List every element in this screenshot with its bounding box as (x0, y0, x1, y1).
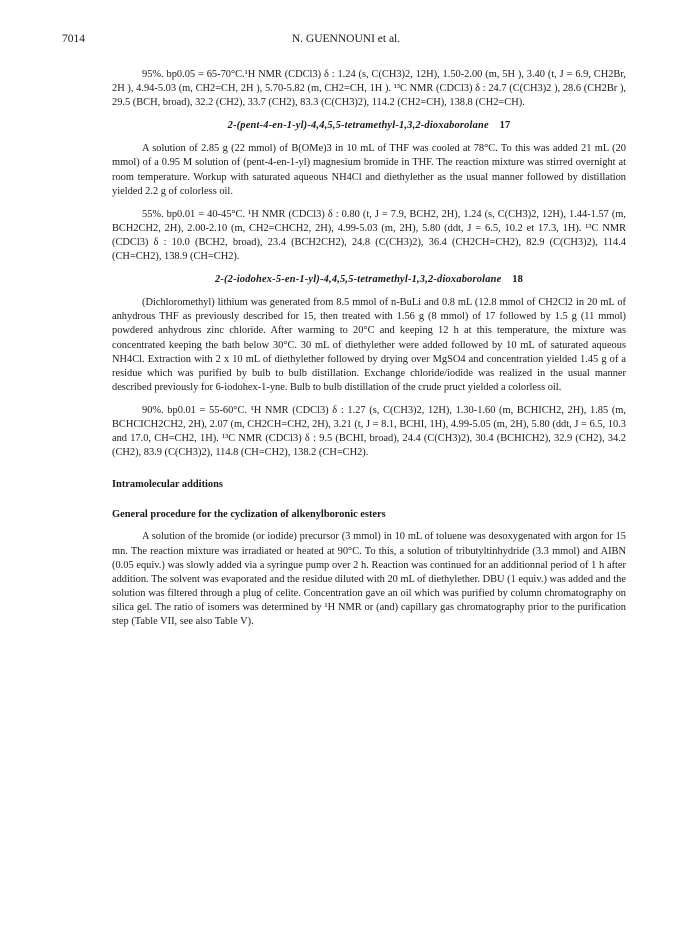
subsection-heading: General procedure for the cyclization of alkenylboronic esters (112, 509, 386, 521)
running-author: N. GUENNOUNI et al. (291, 33, 401, 45)
paragraph-nmr-16: 95%. bp0.05 = 65-70°C.¹H NMR (CDCl3) δ : 1.24 (s, C(CH3)2, 12H), 1.50-2.00 (m, 5H ), 3.40 (t, J = 6.9, CH2Br, 2H ), 4.94-5.03 (m, CH2=CH, 2H ), 5.70-5.82 (m, CH2=CH, 1H ). ¹³C NMR (CDCl3) δ : 24.7 (C(CH3)2 ), 28.6 (CH2Br ), 29.5 (BCH, broad), 32.2 (CH2), 33.7 (CH2), 83.3 (C(CH3)2), 114.2 (CH2=CH), 138.8 (CH2=CH). (112, 69, 626, 109)
paragraph-nmr-18: 90%. bp0.01 = 55-60°C. ¹H NMR (CDCl3) δ : 1.27 (s, C(CH3)2, 12H), 1.30-1.60 (m, BCHICH2, 2H), 1.85 (m, BCHCICH2CH2, 2H), 2.07 (m, CH2CH=CH2, 2H), 3.21 (t, J = 8.1, BCHI, 1H), 4.99-5.05 (m, 2H), 5.80 (ddt, J = 6.5, 10.3 and 17.0, CH=CH2, 1H). ¹³C NMR (CDCl3) δ : 9.5 (BCHI, broad), 24.4 (C(CH3)2), 30.4 (BCHICH2), 32.9 (CH2), 34.2 (CH2), 83.9 (C(CH3)2), 114.8 (CH=CH2), 138.2 (CH=CH2). (112, 404, 626, 459)
compound-17-number: 17 (499, 120, 511, 132)
compound-18-number: 18 (512, 274, 524, 286)
paragraph-synthesis-17: A solution of 2.85 g (22 mmol) of B(OMe)3 in 10 mL of THF was cooled at 78°C. To this was added 21 mL (20 mmol) of a 0.95 M solution of (pent-4-en-1-yl) magnesium bromide in THF. The reaction mixture was stirred overnight at room temperature. Workup with saturated aqueous NH4Cl and diethylether as the usual manner followed by distillation yielded 2.2 g of colorless oil. (112, 143, 626, 197)
running-header (0, 33, 692, 49)
compound-18-name: 2-(2-iodohex-5-en-1-yl)-4,4,5,5-tetramethyl-1,3,2-dioxaborolane (214, 274, 502, 286)
paragraph-nmr-17: 55%. bp0.01 = 40-45°C. ¹H NMR (CDCl3) δ : 0.80 (t, J = 7.9, BCH2, 2H), 1.24 (s, C(CH3)2, 12H), 1.44-1.57 (m, BCH2CH2, 2H), 2.00-2.10 (m, CH2=CHCH2, 2H), 4.99-5.03 (m, 2H), 5.80 (ddt, J = 6.5, 10.2 et 17.3, 1H). ¹³C NMR (CDCl3) δ : 10.0 (BCH2, broad), 23.4 (BCH2CH2), 24.8 (C(CH3)2), 36.4 (CH2CH=CH2), 82.9 (C(CH3)2), 114.4 (CH=CH2), 138.9 (CH=CH2). (112, 208, 626, 263)
paragraph-synthesis-18: (Dichloromethyl) lithium was generated from 8.5 mmol of n-BuLi and 0.8 mL (12.8 mmol of CH2Cl2 in 20 mL of anhydrous THF as previously described for 15, then treated with 1.56 g (8 mmol) of 17 followed by 1.5 g (11 mmol) powdered anhydrous zinc chloride. After warming to 20°C and keeping 12 h at this temperature, the mixture was concentrated keeping the bath below 30°C. 30 mL of diethylether were added followed by 10 mL of saturated aqueous NH4Cl. Extraction with 2 x 10 mL of diethylether followed by drying over MgSO4 and concentration yielded 1.45 g of a residue which was purified by bulb to bulb distillation. Exchange chloride/iodide was realized in the usual manner described previously for 6-iodohex-1-yne. Bulb to bulb distillation of the crude pruct yielded a colorless oil. (112, 297, 626, 393)
article-body (112, 68, 626, 638)
section-heading: Intramolecular additions (112, 479, 223, 491)
page-number: 7014 (62, 33, 85, 45)
compound-18-title (112, 273, 626, 287)
compound-17-title (112, 119, 626, 133)
paragraph-general-procedure: A solution of the bromide (or iodide) precursor (3 mmol) in 10 mL of toluene was desoxygenated with argon for 15 mn. The reaction mixture was irradiated or heated at 90°C. To this, a solution of tributyltinhydride (3.3 mmol) and AIBN (0.05 equiv.) was slowly added via a syringue pump over 2 h. Reaction was continued for an additionnal period of 1 h after addition. The solvent was evaporated and the residue diluted with 20 mL of diethylether. DBU (1 equiv.) was added and the solution was filtered through a plug of celite. Concentration gave an oil which was purified by column chromatography on silica gel. The ratio of isomers was determined by ¹H NMR or (and) capillary gas chromatography prior to the purification step (Table VII, see also Table V). (112, 531, 626, 627)
compound-17-name: 2-(pent-4-en-1-yl)-4,4,5,5-tetramethyl-1,3,2-dioxaborolane (227, 120, 489, 132)
